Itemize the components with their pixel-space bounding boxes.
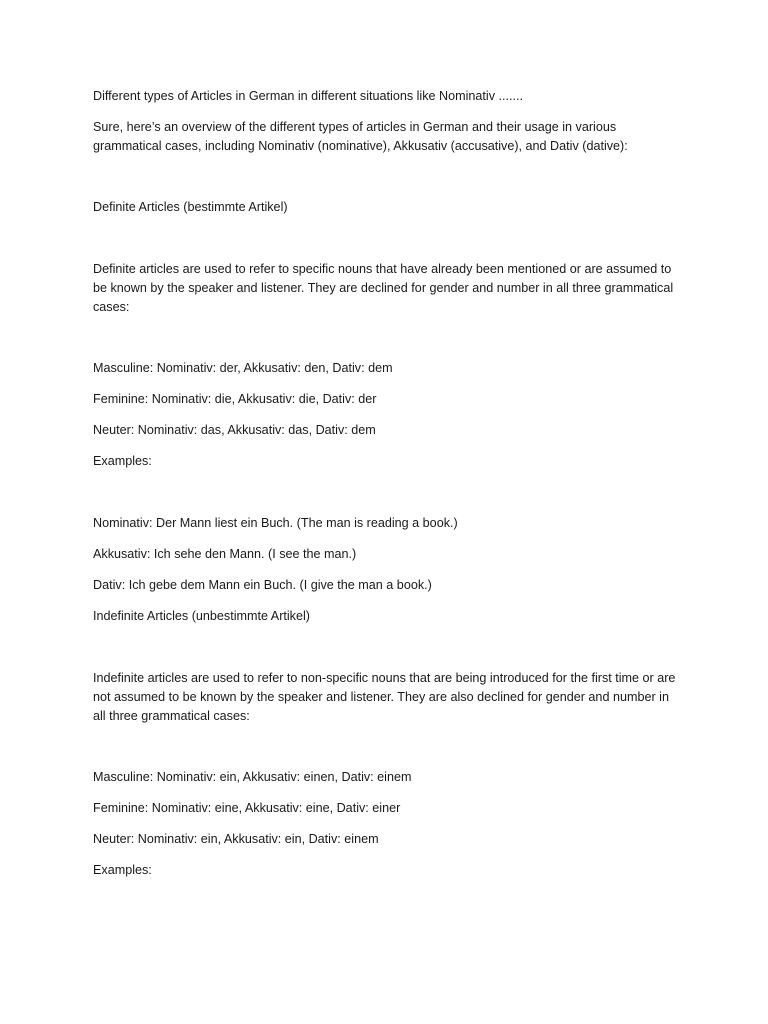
definite-examples-label: Examples: [93,454,152,468]
indefinite-neuter-line: Neuter: Nominativ: ein, Akkusativ: ein, Dativ: einem [93,832,379,846]
example-akkusativ: Akkusativ: Ich sehe den Mann. (I see the man.) [93,547,357,561]
indefinite-feminine-line: Feminine: Nominativ: eine, Akkusativ: eine, Dativ: einer [93,801,401,815]
document-title-line: Different types of Articles in German in different situations like Nominativ ....... [93,89,524,103]
intro-paragraph: Sure, here’s an overview of the different types of articles in German and their usage in various grammatical cases, including Nominativ (nominative), Akkusativ (accusative), and Dativ (dative): [93,120,628,153]
indefinite-articles-heading: Indefinite Articles (unbestimmte Artikel) [93,609,310,623]
indefinite-articles-description: Indefinite articles are used to refer to non-specific nouns that are being introduced for the first time or are not assumed to be known by the speaker and listener. They are also declined for gender and number in all three grammatical cases: [93,671,676,723]
definite-neuter-line: Neuter: Nominativ: das, Akkusativ: das, Dativ: dem [93,423,376,437]
example-dativ: Dativ: Ich gebe dem Mann ein Buch. (I give the man a book.) [93,578,432,592]
definite-articles-description: Definite articles are used to refer to specific nouns that have already been mentioned or are assumed to be known by the speaker and listener. They are declined for gender and number in all three grammatical cases: [93,262,674,314]
definite-masculine-line: Masculine: Nominativ: der, Akkusativ: den, Dativ: dem [93,361,393,375]
definite-articles-heading: Definite Articles (bestimmte Artikel) [93,200,288,214]
indefinite-masculine-line: Masculine: Nominativ: ein, Akkusativ: einen, Dativ: einem [93,770,412,784]
definite-feminine-line: Feminine: Nominativ: die, Akkusativ: die, Dativ: der [93,392,377,406]
indefinite-examples-label: Examples: [93,863,152,877]
example-nominativ: Nominativ: Der Mann liest ein Buch. (The man is reading a book.) [93,516,458,530]
